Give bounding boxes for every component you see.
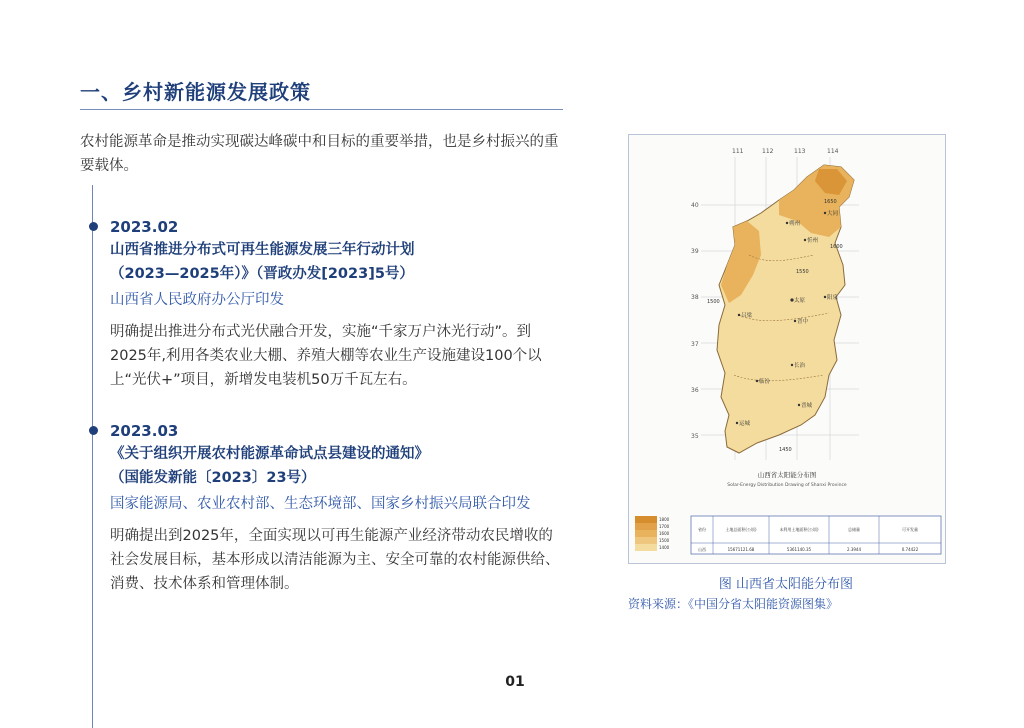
isoline-label: 1550 bbox=[796, 269, 809, 275]
solar-map-figure bbox=[628, 134, 946, 564]
city-label: 长治 bbox=[794, 363, 806, 369]
longitude-label: 111 bbox=[732, 148, 744, 155]
entry-title-line1: 山西省推进分布式可再生能源发展三年行动计划 bbox=[110, 242, 415, 258]
isoline-label: 1500 bbox=[707, 299, 720, 305]
isoline-label: 1650 bbox=[824, 199, 837, 205]
figure-source: 资料来源：《中国分省太阳能资源图集》 bbox=[628, 597, 839, 611]
entry-date: 2023.03 bbox=[110, 422, 179, 440]
table-header: 省份 bbox=[698, 527, 706, 532]
legend-label: 1500 bbox=[659, 538, 670, 543]
table-cell: 2.3944 bbox=[847, 547, 861, 552]
legend bbox=[635, 516, 670, 551]
latitude-label: 40 bbox=[691, 202, 699, 209]
latitude-label: 39 bbox=[691, 248, 699, 255]
page-number: 01 bbox=[505, 674, 525, 690]
table-cell: 5361140.35 bbox=[786, 547, 812, 552]
figure-caption: 图 山西省太阳能分布图 bbox=[718, 577, 854, 592]
city-label: 晋中 bbox=[797, 319, 809, 325]
timeline-dot bbox=[89, 222, 98, 231]
latitude-label: 38 bbox=[691, 294, 699, 301]
legend-label: 1600 bbox=[659, 531, 670, 536]
map-subtitle: Solar-Energy Distribution Drawing of Shanxi Province bbox=[727, 483, 847, 488]
table-cell: 15671121.68 bbox=[727, 547, 755, 552]
city-label: 运城 bbox=[739, 421, 751, 427]
isoline-label: 1450 bbox=[779, 447, 792, 453]
latitude-label: 37 bbox=[691, 341, 699, 348]
table-header: 未利用土地面积(公顷) bbox=[779, 527, 819, 532]
entry-date: 2023.02 bbox=[110, 218, 179, 236]
title-divider bbox=[80, 109, 563, 110]
table-header: 总储量 bbox=[848, 527, 860, 532]
legend-label: 1800 bbox=[659, 517, 670, 522]
section-title: 一、乡村新能源发展政策 bbox=[80, 80, 311, 104]
table-header: 可开发量 bbox=[902, 527, 918, 532]
entry-title-line1: 《关于组织开展农村能源革命试点县建设的通知》 bbox=[110, 446, 429, 462]
timeline-entry bbox=[110, 216, 565, 392]
city-label: 吕梁 bbox=[741, 313, 753, 319]
isoline-label: 1600 bbox=[830, 244, 843, 250]
solar-map-svg bbox=[629, 135, 945, 563]
legend-label: 1700 bbox=[659, 524, 670, 529]
entry-description: 明确提出推进分布式光伏融合开发，实施“千家万户沐光行动”。到2025年,利用各类农业大棚、养殖大棚等农业生产设施建设100个以上“光伏+”项目，新增发电装机50万千瓦左右。 bbox=[110, 324, 542, 388]
intro-paragraph: 农村能源革命是推动实现碳达峰碳中和目标的重要举措，也是乡村振兴的重要载体。 bbox=[80, 134, 559, 174]
table-header: 土地总面积(公顷) bbox=[725, 527, 757, 532]
table-cell: 0.74422 bbox=[901, 547, 919, 552]
longitude-label: 112 bbox=[762, 148, 774, 155]
entry-title-line2: （2023—2025年）》（晋政办发[2023]5号） bbox=[110, 266, 414, 282]
city-label: 临汾 bbox=[759, 379, 771, 385]
entry-description: 明确提出到2025年，全面实现以可再生能源产业经济带动农民增收的社会发展目标，基本形成以清洁能源为主、安全可靠的农村能源供给、消费、技术体系和管理体制。 bbox=[110, 528, 560, 592]
longitude-label: 113 bbox=[794, 148, 806, 155]
city-label: 大同 bbox=[827, 211, 839, 217]
timeline-dot bbox=[89, 426, 98, 435]
entry-issuer: 国家能源局、农业农村部、生态环境部、国家乡村振兴局联合印发 bbox=[110, 496, 531, 512]
city-label: 太原 bbox=[794, 298, 806, 304]
entry-issuer: 山西省人民政府办公厅印发 bbox=[110, 292, 284, 308]
legend-label: 1400 bbox=[659, 545, 670, 550]
city-label: 晋城 bbox=[801, 403, 813, 409]
statistics-table bbox=[691, 516, 941, 554]
map-title: 山西省太阳能分布图 bbox=[757, 471, 817, 479]
city-label: 朔州 bbox=[789, 221, 801, 227]
latitude-label: 35 bbox=[691, 433, 699, 440]
table-cell: 山西 bbox=[698, 547, 706, 552]
timeline-entry bbox=[110, 420, 565, 596]
latitude-label: 36 bbox=[691, 387, 699, 394]
entry-title-line2: （国能发新能〔2023〕23号） bbox=[110, 470, 316, 486]
longitude-label: 114 bbox=[827, 148, 839, 155]
city-label: 忻州 bbox=[807, 238, 819, 244]
city-label: 阳泉 bbox=[827, 295, 839, 301]
timeline-line bbox=[92, 185, 93, 728]
